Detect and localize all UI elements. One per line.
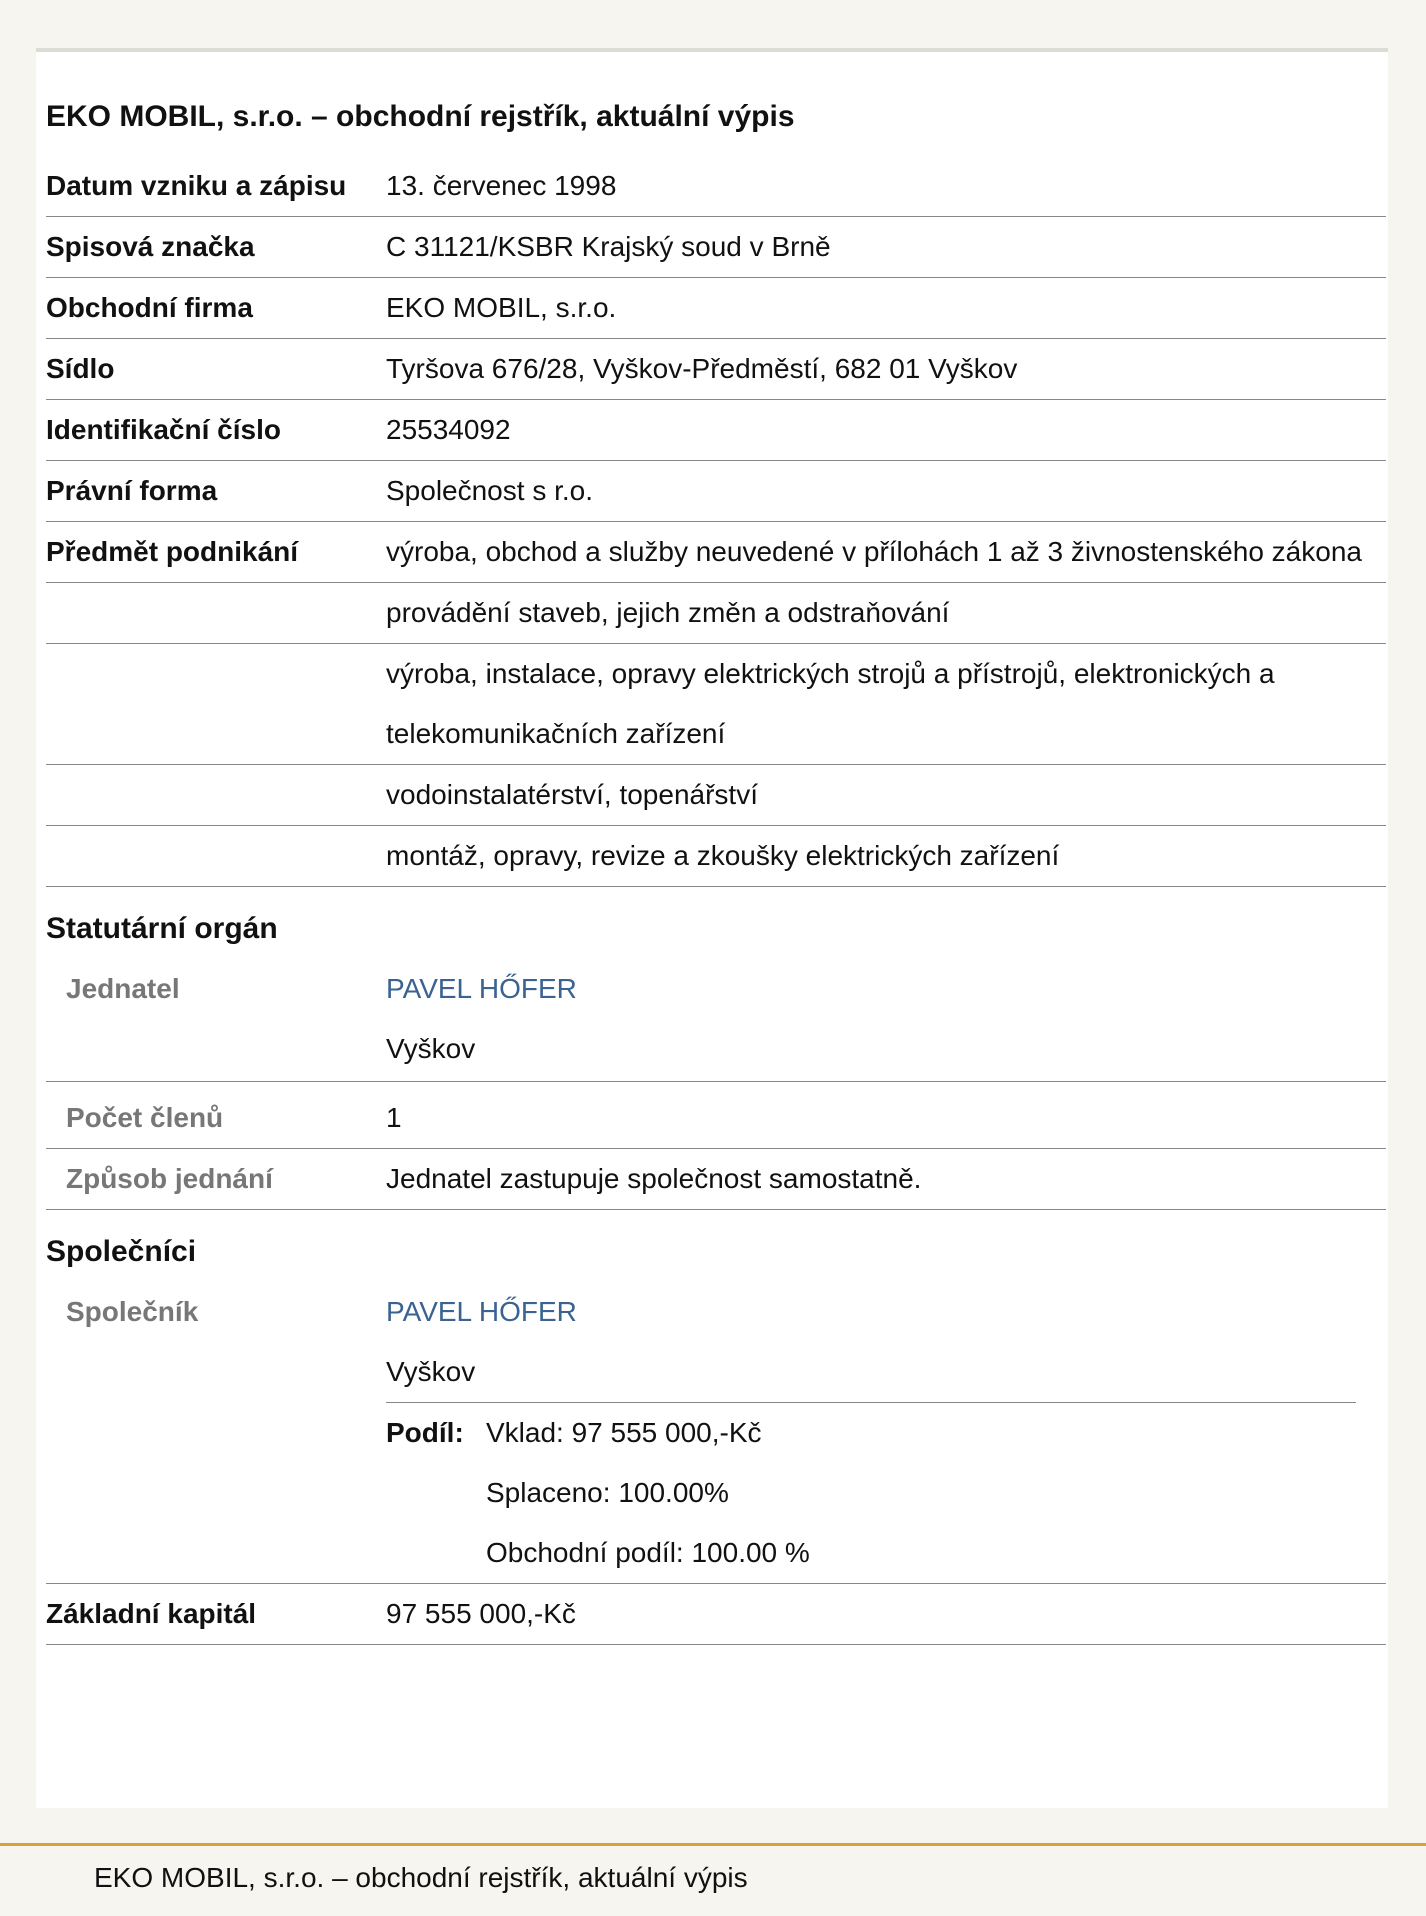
label-predmet: Předmět podnikání [46,522,386,583]
row-spisova-znacka [46,217,1386,278]
label-pravni-forma: Právní forma [46,461,386,522]
row-pravni-forma [46,461,1386,522]
label-jednatel: Jednatel [46,959,386,1082]
predmet-item: montáž, opravy, revize a zkoušky elektrických zařízení [386,826,1386,887]
document-page [36,48,1388,1808]
value-datum: 13. červenec 1998 [386,156,1386,217]
row-obchodni-firma [46,278,1386,339]
label-spisova-znacka: Spisová značka [46,217,386,278]
podil-vklad: Vklad: 97 555 000,-Kč [486,1417,762,1448]
predmet-item: výroba, instalace, opravy elektrických strojů a přístrojů, elektronických a telekomunikačních zařízení [386,644,1386,765]
row-predmet-2 [46,583,1386,644]
podil-block [386,1403,1386,1583]
row-zakladni-kapital [46,1584,1386,1645]
label-datum: Datum vzniku a zápisu [46,156,386,217]
podil-splaceno: Splaceno: 100.00% [486,1477,729,1508]
podil-obchodni: Obchodní podíl: 100.00 % [486,1537,810,1568]
row-predmet-5 [46,826,1386,887]
value-zpusob-jednani: Jednatel zastupuje společnost samostatně. [386,1149,1386,1210]
label-ico: Identifikační číslo [46,400,386,461]
spolecnik-name-link[interactable]: PAVEL HŐFER [386,1296,577,1327]
value-obchodni-firma: EKO MOBIL, s.r.o. [386,278,1386,339]
label-sidlo: Sídlo [46,339,386,400]
label-zpusob-jednani: Způsob jednání [46,1149,386,1210]
row-spolecnici-heading [46,1210,1386,1283]
statutarni-heading: Statutární orgán [46,912,278,945]
footer-title: EKO MOBIL, s.r.o. – obchodní rejstřík, aktuální výpis [94,1862,748,1893]
predmet-item: výroba, obchod a služby neuvedené v přílohách 1 až 3 živnostenského zákona [386,522,1386,583]
value-zakladni-kapital: 97 555 000,-Kč [386,1584,1386,1645]
row-spolecnik [46,1282,1386,1584]
row-statutarni-heading [46,887,1386,960]
row-datum [46,156,1386,217]
spolecnik-city: Vyškov [386,1356,476,1387]
row-predmet-3 [46,644,1386,765]
label-zakladni-kapital: Základní kapitál [46,1584,386,1645]
page-title: EKO MOBIL, s.r.o. – obchodní rejstřík, aktuální výpis [46,100,795,133]
row-ico [46,400,1386,461]
label-spolecnik: Společník [46,1282,386,1584]
jednatel-city: Vyškov [386,1033,476,1064]
jednatel-name-link[interactable]: PAVEL HŐFER [386,973,577,1004]
podil-label: Podíl: [386,1417,464,1448]
predmet-item: vodoinstalatérství, topenářství [386,765,1386,826]
register-table [46,156,1386,1645]
row-predmet-4 [46,765,1386,826]
row-sidlo [46,339,1386,400]
row-jednatel [46,959,1386,1082]
row-pocet-clenu [46,1082,1386,1149]
spolecnici-heading: Společníci [46,1235,197,1268]
row-predmet-1 [46,522,1386,583]
label-obchodni-firma: Obchodní firma [46,278,386,339]
value-sidlo: Tyršova 676/28, Vyškov-Předměstí, 682 01 Vyškov [386,339,1386,400]
label-pocet-clenu: Počet členů [46,1082,386,1149]
value-spisova-znacka: C 31121/KSBR Krajský soud v Brně [386,217,1386,278]
predmet-item: provádění staveb, jejich změn a odstraňování [386,583,1386,644]
value-ico: 25534092 [386,400,1386,461]
footer-divider [0,1843,1426,1846]
row-zpusob-jednani [46,1149,1386,1210]
value-pravni-forma: Společnost s r.o. [386,461,1386,522]
value-pocet-clenu: 1 [386,1082,1386,1149]
